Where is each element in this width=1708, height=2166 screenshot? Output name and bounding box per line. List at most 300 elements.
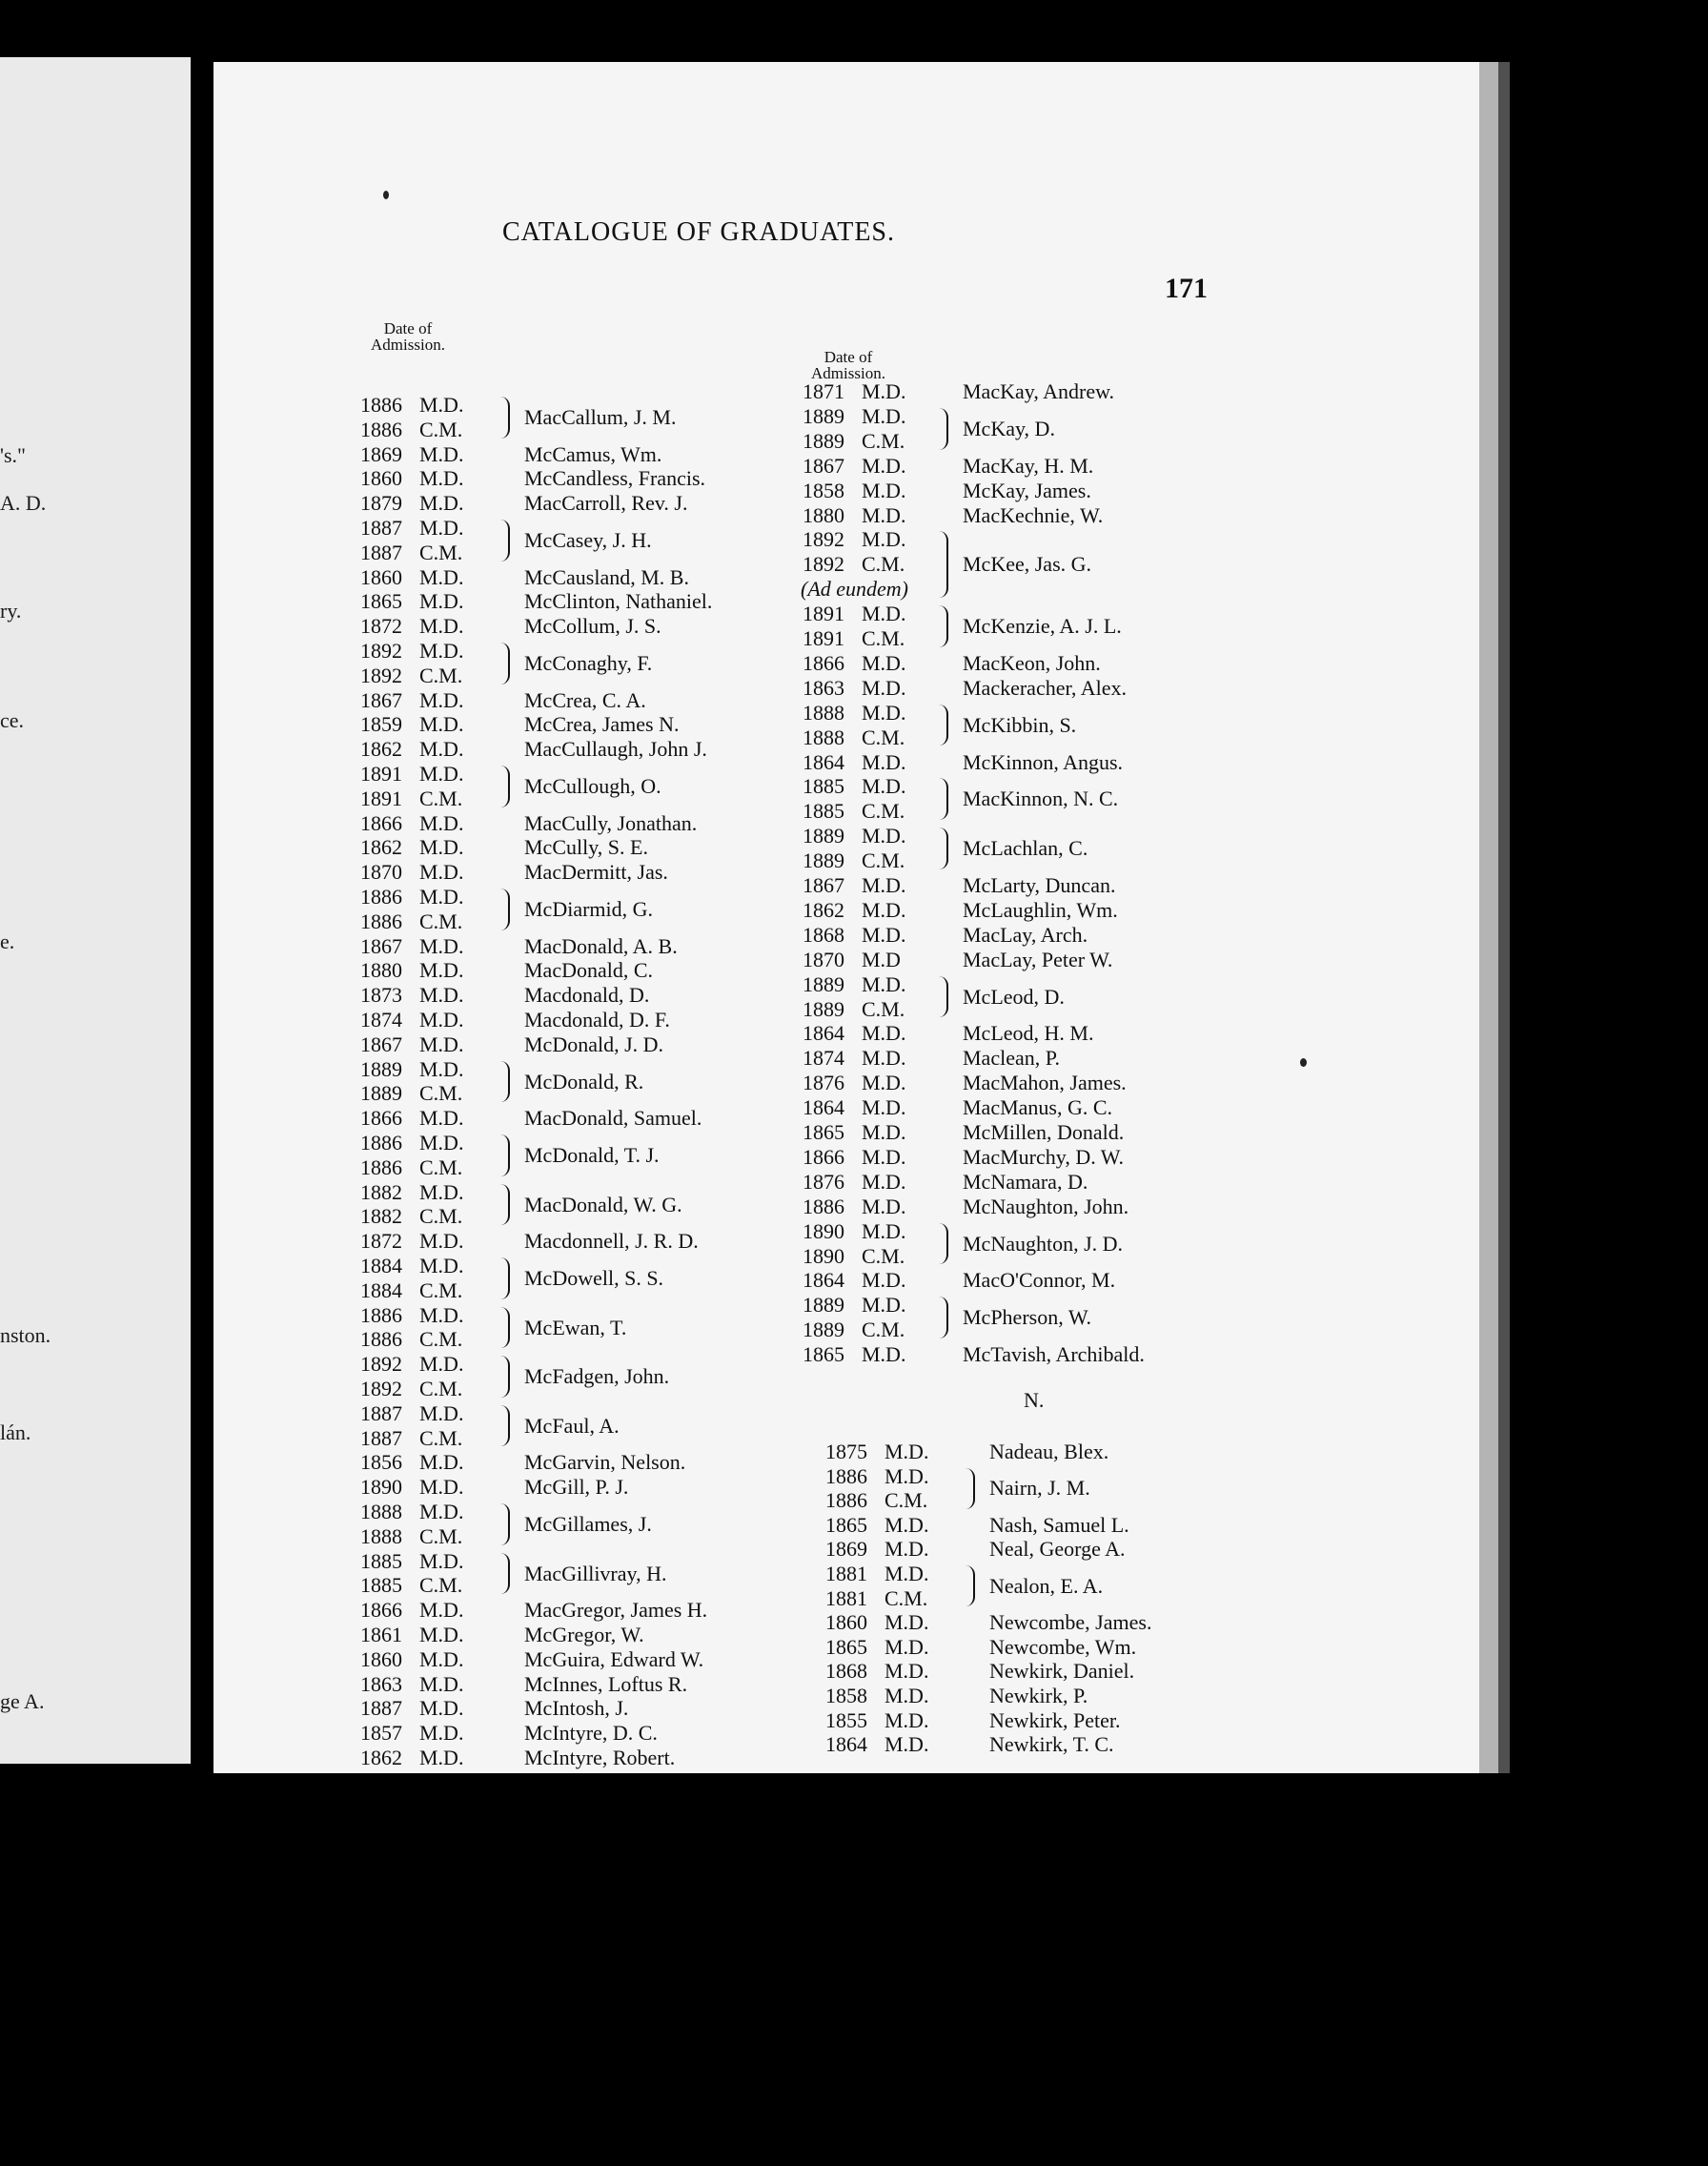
admission-year: 1871 [803, 379, 844, 403]
admission-year: 1855 [825, 1707, 867, 1732]
degree: M.D. [862, 1293, 906, 1318]
admission-year: 1886 [803, 1194, 844, 1218]
admission-year: 1860 [825, 1610, 867, 1635]
admission-year: 1881 [825, 1585, 867, 1610]
brace [499, 520, 510, 562]
admission-year: 1884 [360, 1254, 402, 1277]
degree: M.D. [884, 1463, 929, 1488]
graduate-name: Nealon, E. A. [989, 1573, 1104, 1598]
brace [499, 397, 510, 439]
brace [965, 1468, 975, 1509]
brace [938, 605, 948, 647]
degree: M.D. [862, 897, 906, 922]
graduate-name: MacKay, Andrew. [963, 379, 1115, 403]
admission-year: 1864 [803, 1268, 844, 1293]
degree: C.M. [862, 799, 905, 824]
admission-year: 1872 [360, 614, 402, 639]
admission-year: 1889 [360, 1056, 402, 1081]
admission-year: 1874 [803, 1046, 844, 1071]
degree: M.D. [862, 502, 906, 527]
admission-year: 1867 [360, 687, 402, 712]
graduate-name: McIntyre, Robert. [524, 1746, 676, 1769]
graduate-name: Nash, Samuel L. [989, 1512, 1129, 1537]
graduate-name: McKinnon, Angus. [963, 749, 1124, 774]
brace [499, 889, 510, 930]
degree: M.D. [419, 1008, 464, 1032]
admission-year: 1858 [803, 478, 844, 502]
admission-year: 1866 [360, 1106, 402, 1131]
graduate-name: MacDermitt, Jas. [524, 860, 668, 885]
brace [965, 1565, 975, 1606]
admission-year: 1885 [360, 1548, 402, 1573]
graduate-name: McLeod, H. M. [963, 1021, 1094, 1046]
graduate-name: McConaghy, F. [524, 650, 653, 675]
admission-year: 1886 [360, 1155, 402, 1179]
brace [499, 1184, 510, 1226]
admission-year: 1866 [360, 810, 402, 835]
degree: M.D. [419, 1032, 464, 1056]
graduate-name: MacCully, Jonathan. [524, 810, 698, 835]
degree: M.D. [419, 1106, 464, 1131]
graduate-name: MacCarroll, Rev. J. [524, 491, 688, 516]
admission-year: 1891 [803, 602, 844, 626]
degree: M.D. [419, 639, 464, 663]
page-edge [1479, 62, 1498, 1773]
graduate-name: McNaughton, J. D. [963, 1231, 1124, 1256]
degree: M.D. [419, 1302, 464, 1327]
admission-year: 1889 [803, 1318, 844, 1342]
degree: C.M. [419, 540, 463, 564]
admission-year: 1887 [360, 516, 402, 540]
graduate-name: McDonald, T. J. [524, 1142, 660, 1167]
admission-year: 1869 [360, 441, 402, 466]
brace [938, 531, 948, 598]
admission-year: 1891 [803, 626, 844, 650]
admission-year: 1887 [360, 540, 402, 564]
admission-year: 1888 [803, 725, 844, 749]
admission-year: 1889 [803, 824, 844, 848]
graduate-name: Newkirk, T. C. [989, 1732, 1114, 1757]
admission-year: 1868 [803, 922, 844, 947]
admission-year: 1888 [803, 700, 844, 725]
brace [499, 1134, 510, 1176]
degree: M.D. [862, 1169, 906, 1194]
degree: M.D. [884, 1732, 929, 1757]
degree: M.D. [862, 1095, 906, 1120]
admission-year: 1886 [360, 1327, 402, 1352]
admission-year: 1885 [360, 1573, 402, 1598]
graduate-name: MacKinnon, N. C. [963, 787, 1119, 811]
running-title: CATALOGUE OF GRADUATES. [502, 217, 895, 247]
graduate-name: MacKeon, John. [963, 650, 1101, 675]
degree: M.D. [862, 478, 906, 502]
admission-year: 1884 [360, 1277, 402, 1302]
admission-year: 1890 [803, 1243, 844, 1268]
admission-year: 1889 [803, 848, 844, 873]
graduate-name: McMillen, Donald. [963, 1120, 1125, 1144]
admission-year: 1890 [360, 1475, 402, 1500]
degree: M.D. [862, 675, 906, 700]
admission-year: 1890 [803, 1218, 844, 1243]
graduate-name: MacDonald, A. B. [524, 933, 678, 958]
degree: M.D. [419, 762, 464, 786]
degree: M.D. [419, 516, 464, 540]
graduate-name: McCasey, J. H. [524, 527, 652, 552]
degree: C.M. [419, 786, 463, 810]
column-header-date-of-admission: Date of Admission. [371, 319, 445, 354]
admission-year: 1867 [360, 933, 402, 958]
admission-year: 1863 [360, 1671, 402, 1696]
facing-page-text-fragment: 's." [0, 443, 27, 467]
admission-year: 1886 [360, 1131, 402, 1155]
graduate-name: McCamus, Wm. [524, 441, 662, 466]
degree: C.M. [419, 1523, 463, 1548]
degree: M.D. [419, 1131, 464, 1155]
degree: M.D. [419, 1475, 464, 1500]
degree: M.D. [884, 1610, 929, 1635]
admission-year: 1886 [360, 909, 402, 933]
degree: C.M. [419, 1081, 463, 1106]
admission-year: 1863 [803, 675, 844, 700]
admission-year: 1887 [360, 1400, 402, 1425]
graduate-name: McKibbin, S. [963, 712, 1077, 737]
degree: M.D. [862, 873, 906, 897]
graduate-name: MacLay, Peter W. [963, 947, 1113, 971]
facing-page-text-fragment: ce. [0, 708, 25, 732]
graduate-name: McLarty, Duncan. [963, 873, 1116, 897]
admission-year: 1887 [360, 1425, 402, 1450]
speck [1300, 1058, 1307, 1067]
degree: C.M. [419, 1573, 463, 1598]
brace [499, 1405, 510, 1447]
admission-year: 1891 [360, 786, 402, 810]
degree: M.D. [419, 1229, 464, 1254]
graduate-name: McGarvin, Nelson. [524, 1450, 686, 1475]
graduate-name: McGuira, Edward W. [524, 1646, 704, 1671]
degree: M.D. [419, 1623, 464, 1646]
graduate-name: McDiarmid, G. [524, 896, 654, 921]
degree: M.D. [884, 1684, 929, 1707]
admission-year: 1857 [360, 1721, 402, 1746]
admission-year: 1882 [360, 1204, 402, 1229]
facing-page-text-fragment: lán. [0, 1420, 31, 1444]
degree: C.M. [862, 725, 905, 749]
graduate-name: McLeod, D. [963, 984, 1065, 1009]
degree: C.M. [419, 1425, 463, 1450]
degree: M.D. [419, 393, 464, 417]
graduate-name: McCausland, M. B. [524, 564, 689, 589]
degree: M.D. [862, 602, 906, 626]
degree: M.D. [419, 687, 464, 712]
degree: M.D. [419, 1598, 464, 1623]
admission-year: 1889 [803, 403, 844, 428]
degree: C.M. [419, 417, 463, 441]
graduate-name: McFaul, A. [524, 1413, 620, 1438]
admission-year: 1886 [360, 393, 402, 417]
page-number: 171 [1165, 273, 1208, 304]
degree: M.D [862, 947, 901, 971]
admission-year: 1876 [803, 1169, 844, 1194]
graduate-name: Newcombe, James. [989, 1610, 1152, 1635]
degree: C.M. [419, 1377, 463, 1400]
degree: C.M. [419, 663, 463, 687]
admission-year: 1858 [825, 1684, 867, 1707]
admission-year: 1886 [360, 417, 402, 441]
admission-year: 1861 [360, 1623, 402, 1646]
admission-year: 1875 [825, 1440, 867, 1463]
brace [499, 766, 510, 807]
graduate-name: Newkirk, P. [989, 1684, 1088, 1707]
degree: M.D. [862, 1144, 906, 1169]
admission-year: 1870 [360, 860, 402, 885]
degree: M.D. [884, 1707, 929, 1732]
degree: M.D. [884, 1634, 929, 1659]
admission-year: 1867 [803, 453, 844, 478]
admission-year: 1886 [825, 1488, 867, 1513]
facing-page-text-fragment: nston. [0, 1323, 51, 1347]
degree: M.D. [419, 933, 464, 958]
admission-year: 1865 [825, 1512, 867, 1537]
graduate-name: MacO'Connor, M. [963, 1268, 1116, 1293]
admission-year: 1864 [803, 1021, 844, 1046]
graduate-name: MacDonald, W. G. [524, 1192, 682, 1216]
admission-year: 1885 [803, 799, 844, 824]
brace [938, 705, 948, 746]
admission-year: 1864 [803, 1095, 844, 1120]
brace [499, 1257, 510, 1299]
graduate-name: McLaughlin, Wm. [963, 897, 1118, 922]
degree: M.D. [419, 958, 464, 983]
graduate-name: McIntyre, D. C. [524, 1721, 658, 1746]
admission-year: 1866 [803, 650, 844, 675]
degree: M.D. [419, 1746, 464, 1769]
admission-year: 1882 [360, 1179, 402, 1204]
admission-year: 1862 [360, 1746, 402, 1769]
admission-year: 1865 [360, 589, 402, 614]
admission-year: 1888 [360, 1523, 402, 1548]
degree: M.D. [419, 1500, 464, 1523]
degree: M.D. [419, 491, 464, 516]
admission-year: 1873 [360, 983, 402, 1008]
degree: M.D. [419, 441, 464, 466]
brace [499, 643, 510, 685]
degree: M.D. [884, 1537, 929, 1562]
graduate-name: Macdonnell, J. R. D. [524, 1229, 699, 1254]
degree: M.D. [419, 885, 464, 909]
graduate-name: Nairn, J. M. [989, 1476, 1090, 1501]
admission-year: 1892 [803, 527, 844, 552]
degree: M.D. [884, 1562, 929, 1585]
degree: M.D. [419, 1179, 464, 1204]
degree: M.D. [862, 650, 906, 675]
brace [938, 828, 948, 869]
graduate-name: MacDonald, C. [524, 958, 654, 983]
degree: M.D. [419, 1254, 464, 1277]
graduate-name: McEwan, T. [524, 1315, 627, 1339]
graduate-name: McGregor, W. [524, 1623, 644, 1646]
admission-year: 1864 [803, 749, 844, 774]
graduate-name: MacKay, H. M. [963, 453, 1094, 478]
admission-year: 1879 [360, 491, 402, 516]
graduate-name: Macdonald, D. F. [524, 1008, 670, 1032]
degree: C.M. [862, 1243, 905, 1268]
graduate-name: McKee, Jas. G. [963, 552, 1092, 577]
admission-year: 1889 [803, 971, 844, 996]
graduate-name: Newkirk, Daniel. [989, 1659, 1135, 1684]
graduate-name: Neal, George A. [989, 1537, 1126, 1562]
degree: C.M. [419, 909, 463, 933]
admission-year: 1892 [360, 1352, 402, 1377]
degree: C.M. [862, 996, 905, 1021]
admission-year: 1887 [360, 1696, 402, 1721]
admission-year: 1859 [360, 712, 402, 737]
degree: M.D. [419, 614, 464, 639]
graduate-name: McCollum, J. S. [524, 614, 661, 639]
graduate-name: McNamara, D. [963, 1169, 1088, 1194]
graduate-name: MacCallum, J. M. [524, 404, 677, 429]
admission-year: 1865 [803, 1120, 844, 1144]
degree: M.D. [419, 737, 464, 762]
graduate-name: McKay, D. [963, 416, 1055, 440]
graduate-name: Newkirk, Peter. [989, 1707, 1121, 1732]
graduate-name: McTavish, Archibald. [963, 1342, 1145, 1367]
brace [499, 1356, 510, 1398]
brace [938, 778, 948, 820]
degree: M.D. [862, 379, 906, 403]
graduate-name: McInnes, Loftus R. [524, 1671, 688, 1696]
facing-page-text-fragment: e. [0, 930, 15, 953]
column-header-date-of-admission-2: Date of Admission. [811, 348, 885, 382]
degree: M.D. [884, 1659, 929, 1684]
graduate-name: McCullough, O. [524, 773, 661, 798]
graduate-name: McDonald, R. [524, 1069, 644, 1093]
admission-year: 1886 [360, 885, 402, 909]
admission-year: 1872 [360, 1229, 402, 1254]
graduate-name: McCandless, Francis. [524, 466, 706, 491]
graduate-name: McGill, P. J. [524, 1475, 629, 1500]
facing-page-text-fragment: ge A. [0, 1689, 45, 1713]
degree: M.D. [884, 1440, 929, 1463]
brace [938, 1297, 948, 1338]
admission-year: 1876 [803, 1071, 844, 1095]
degree: M.D. [862, 922, 906, 947]
graduate-name: McGillames, J. [524, 1511, 652, 1536]
graduate-name: Nadeau, Blex. [989, 1440, 1109, 1463]
admission-year: 1889 [803, 428, 844, 453]
graduate-name: MacDonald, Samuel. [524, 1106, 702, 1131]
graduate-name: McClinton, Nathaniel. [524, 589, 713, 614]
degree: M.D. [419, 860, 464, 885]
admission-year: 1864 [825, 1732, 867, 1757]
degree: C.M. [862, 848, 905, 873]
degree: M.D. [419, 983, 464, 1008]
degree: C.M. [419, 1327, 463, 1352]
degree: (Ad eundem) [801, 577, 909, 602]
section-heading-n: N. [1024, 1388, 1045, 1412]
admission-year: 1881 [825, 1562, 867, 1585]
degree: M.D. [862, 527, 906, 552]
degree: M.D. [884, 1512, 929, 1537]
graduate-name: MacManus, G. C. [963, 1095, 1113, 1120]
graduate-name: McIntosh, J. [524, 1696, 629, 1721]
graduate-name: McCully, S. E. [524, 835, 648, 860]
brace [938, 408, 948, 450]
degree: M.D. [419, 810, 464, 835]
admission-year: 1865 [825, 1634, 867, 1659]
admission-year: 1891 [360, 762, 402, 786]
graduate-name: McLachlan, C. [963, 836, 1088, 861]
graduate-name: McDonald, J. D. [524, 1032, 664, 1056]
graduate-name: Maclean, P. [963, 1046, 1061, 1071]
graduate-name: Newcombe, Wm. [989, 1634, 1137, 1659]
brace [499, 1061, 510, 1103]
degree: M.D. [862, 1071, 906, 1095]
graduate-name: McDowell, S. S. [524, 1265, 664, 1290]
graduate-name: McCrea, C. A. [524, 687, 646, 712]
degree: M.D. [419, 1352, 464, 1377]
degree: M.D. [862, 1268, 906, 1293]
degree: M.D. [419, 1721, 464, 1746]
degree: M.D. [419, 1646, 464, 1671]
brace [938, 976, 948, 1018]
admission-year: 1860 [360, 466, 402, 491]
graduate-name: MacMahon, James. [963, 1071, 1127, 1095]
degree: M.D. [419, 564, 464, 589]
degree: M.D. [862, 824, 906, 848]
admission-year: 1862 [803, 897, 844, 922]
degree: M.D. [419, 466, 464, 491]
graduate-name: McKay, James. [963, 478, 1091, 502]
degree: C.M. [884, 1488, 928, 1513]
degree: M.D. [419, 835, 464, 860]
degree: C.M. [862, 428, 905, 453]
graduate-name: MacCullaugh, John J. [524, 737, 707, 762]
admission-year: 1860 [360, 1646, 402, 1671]
graduate-name: Macdonald, D. [524, 983, 650, 1008]
graduate-name: MacGillivray, H. [524, 1561, 667, 1585]
degree: M.D. [419, 1400, 464, 1425]
degree: C.M. [419, 1277, 463, 1302]
admission-year: 1880 [803, 502, 844, 527]
admission-year: 1862 [360, 835, 402, 860]
admission-year: 1866 [360, 1598, 402, 1623]
speck [383, 191, 389, 199]
admission-year: 1880 [360, 958, 402, 983]
degree: C.M. [884, 1585, 928, 1610]
admission-year: 1889 [803, 1293, 844, 1318]
degree: M.D. [862, 403, 906, 428]
admission-year: 1860 [360, 564, 402, 589]
degree: M.D. [862, 774, 906, 799]
admission-year: 1892 [360, 639, 402, 663]
admission-year: 1892 [360, 1377, 402, 1400]
degree: C.M. [862, 1318, 905, 1342]
admission-year: 1868 [825, 1659, 867, 1684]
admission-year: 1888 [360, 1500, 402, 1523]
admission-year: 1889 [360, 1081, 402, 1106]
brace [499, 1503, 510, 1545]
graduate-name: McKenzie, A. J. L. [963, 614, 1122, 639]
degree: C.M. [419, 1204, 463, 1229]
facing-page-text-fragment: A. D. [0, 491, 47, 515]
degree: M.D. [862, 1021, 906, 1046]
graduate-name: McFadgen, John. [524, 1364, 670, 1389]
degree: M.D. [419, 589, 464, 614]
admission-year: 1865 [803, 1342, 844, 1367]
degree: M.D. [419, 1450, 464, 1475]
admission-year: 1889 [803, 996, 844, 1021]
degree: M.D. [862, 700, 906, 725]
